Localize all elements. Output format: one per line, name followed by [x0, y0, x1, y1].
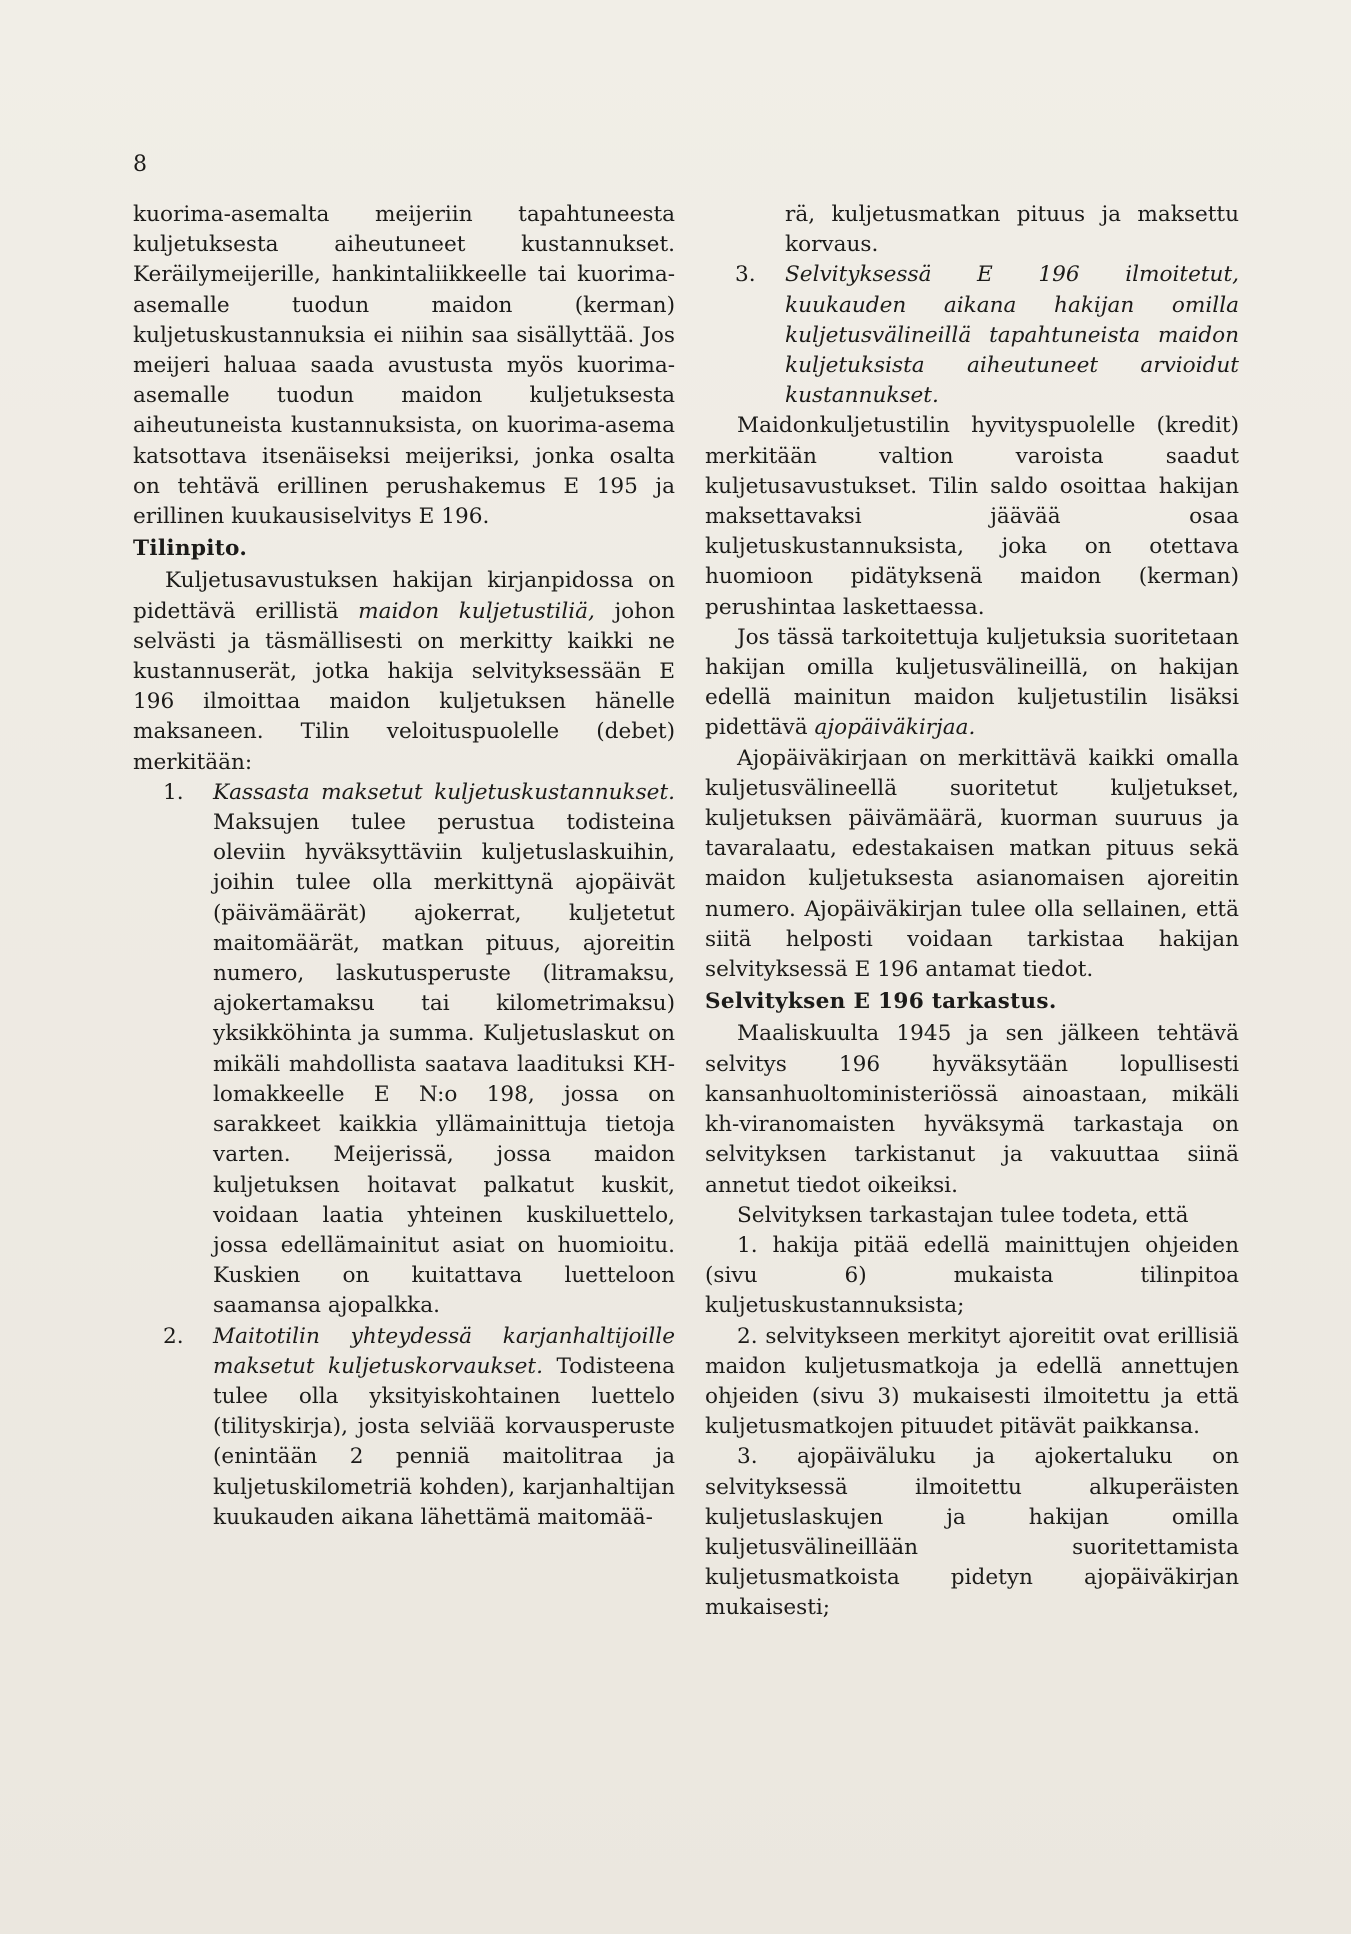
list-item-text: [785, 260, 1239, 411]
heading-tilinpito: Tilinpito.: [133, 536, 248, 562]
text-span: Jos tässä tarkoitettuja kuljetuksia suoritetaan hakijan omilla kuljetusvälineillä, on hakijan edellä mainitun maidon kuljetustilin lisäksi pidettävä: [705, 624, 1239, 741]
paragraph-kuorima-asema: kuorima-asemalta meijeriin tapahtuneesta kuljetuksesta aiheutuneet kustannukset. Keräilymeijerille, hankintaliikkeelle tai kuorima-asemalle tuodun maidon (kerman) kuljetuskustannuksia ei niihin saa sisällyttää. Jos meijeri haluaa saada avustusta myös kuorima-asemalle tuodun maidon kuljetuksesta aiheutuneista kustannuksista, on kuorima-asema katsottava itsenäiseksi meijeriksi, jonka osalta on tehtävä erillinen perushakemus E 195 ja erillinen kuukausiselvitys E 196.: [133, 202, 675, 530]
list-item-2: [133, 1322, 675, 1533]
check-item-3: 3. ajopäiväluku ja ajokertaluku on selvityksessä ilmoitettu alkuperäisten kuljetuslaskujen ja hakijan omilla kuljetusvälineillään suoritettamista kuljetusmatkoista pidetyn ajopäiväkirjan mukaisesti;: [705, 1444, 1239, 1621]
paragraph-kredit: Maidonkuljetustilin hyvityspuolelle (kredit) merkitään valtion varoista saadut kuljetusavustukset. Tilin saldo osoittaa hakijan maksettavaksi jäävää osaa kuljetuskustannuksista, joka on otettava huomioon pidätyksenä maidon (kerman) perushintaa laskettaessa.: [705, 413, 1239, 620]
check-item-1: 1. hakija pitää edellä mainittujen ohjeiden (sivu 6) mukaista tilinpitoa kuljetuskustannuksista;: [705, 1232, 1239, 1319]
emphasis-maitotili: Maitotilin yhteydessä karjanhaltijoille maksetut kuljetuskorvaukset.: [213, 1323, 675, 1379]
emphasis-selvityksessa: Selvityksessä E 196 ilmoitetut, kuukauden aikana hakijan omilla kuljetusvälineillä tapahtuneista maidon kuljetuksista aiheutuneet arvioidut kustannukset.: [785, 262, 1239, 409]
text-span: Maksujen tulee perustua todisteina oleviin hyväksyttäviin kuljetuslaskuihin, joihin tulee olla merkittynä ajopäivät (päivämäärät) ajokerrat, kuljetetut maitomäärät, matkan pituus, ajoreitin numero, laskutusperuste (litramaksu, ajokertamaksu tai kilometrimaksu) yksikköhinta ja summa. Kuljetuslaskut on mikäli mahdollista saatava laadituksi KH-lomakkeelle E N:o 198, jossa on sarakkeet kaikkia yllämainittuja tietoja varten. Meijerissä, jossa maidon kuljetuksen hoitavat palkatut kuskit, voidaan laatia yhteinen kuskiluettelo, jossa edellämainitut asiat on huomioitu. Kuskien on kuitattava luetteloon saamansa ajopalkka.: [213, 810, 675, 1319]
list-number: 1.: [163, 779, 184, 805]
heading-selvityksen-tarkastus: Selvityksen E 196 tarkastus.: [705, 989, 1057, 1015]
page-number: 8: [133, 152, 147, 177]
list-item-text: [213, 778, 675, 1322]
text-span: johon selvästi ja täsmällisesti on merkitty kaikki ne kustannuserät, jotka hakija selvityksessään E 196 ilmoittaa maidon kuljetuksen hänelle maksaneen. Tilin veloituspuolelle (debet) merkitään:: [133, 598, 675, 775]
left-column: [133, 200, 675, 1533]
list-item-1: [133, 778, 675, 1322]
right-column: [705, 200, 1239, 1624]
emphasis-kassasta: Kassasta maksetut kuljetuskustannukset.: [213, 779, 675, 805]
text-span: Todisteena tulee olla yksityiskohtainen luettelo (tilityskirja), josta selviää korvausperuste (enintään 2 penniä maitolitraa ja kuljetuskilometriä kohden), karjanhaltijan kuukauden aikana lähettämä maitomää-: [213, 1353, 676, 1530]
list-item-3: [705, 260, 1239, 411]
list-item-text: [213, 1322, 675, 1533]
list-item-2-continued: [705, 200, 1239, 260]
paragraph-ajopaivakirja: Ajopäiväkirjaan on merkittävä kaikki omalla kuljetusvälineellä suoritetut kuljetukset, kuljetuksen päivämäärä, kuorman suuruus ja tavaralaatu, edestakaisen matkan pituus sekä maidon kuljetuksesta asianomaisen ajoreitin numero. Ajopäiväkirjan tulee olla sellainen, että siitä helposti voidaan tarkistaa hakijan selvityksessä E 196 antamat tiedot.: [705, 745, 1239, 983]
text-span: Kuljetusavustuksen hakijan kirjanpidossa on pidettävä erillistä: [133, 568, 675, 624]
paragraph-omat-kuljetukset: [705, 623, 1239, 744]
emphasis-maidon-kuljetustili: maidon kuljetustiliä,: [358, 598, 595, 624]
paragraph-tarkastaja: Selvityksen tarkastajan tulee todeta, että: [737, 1202, 1189, 1228]
emphasis-ajopaivakirja: ajopäiväkirjaa.: [814, 715, 976, 741]
list-number: 2.: [163, 1323, 184, 1349]
paragraph-kuljetusavustus: [133, 566, 675, 777]
list-number: 3.: [735, 262, 756, 288]
check-item-2: 2. selvitykseen merkityt ajoreitit ovat erillisiä maidon kuljetusmatkoja ja edellä annettujen ohjeiden (sivu 3) mukaisesti ilmoitettu ja että kuljetusmatkojen pituudet pitävät paikkansa.: [705, 1323, 1239, 1440]
list-item-text: rä, kuljetusmatkan pituus ja maksettu korvaus.: [785, 202, 1239, 258]
paragraph-maaliskuulta: Maaliskuulta 1945 ja sen jälkeen tehtävä selvitys 196 hyväksytään lopullisesti kansanhuoltoministeriössä ainoastaan, mikäli kh-viranomaisten hyväksymä tarkastaja on selvityksen tarkistanut ja vakuuttaa siinä annetut tiedot oikeiksi.: [705, 1021, 1239, 1198]
